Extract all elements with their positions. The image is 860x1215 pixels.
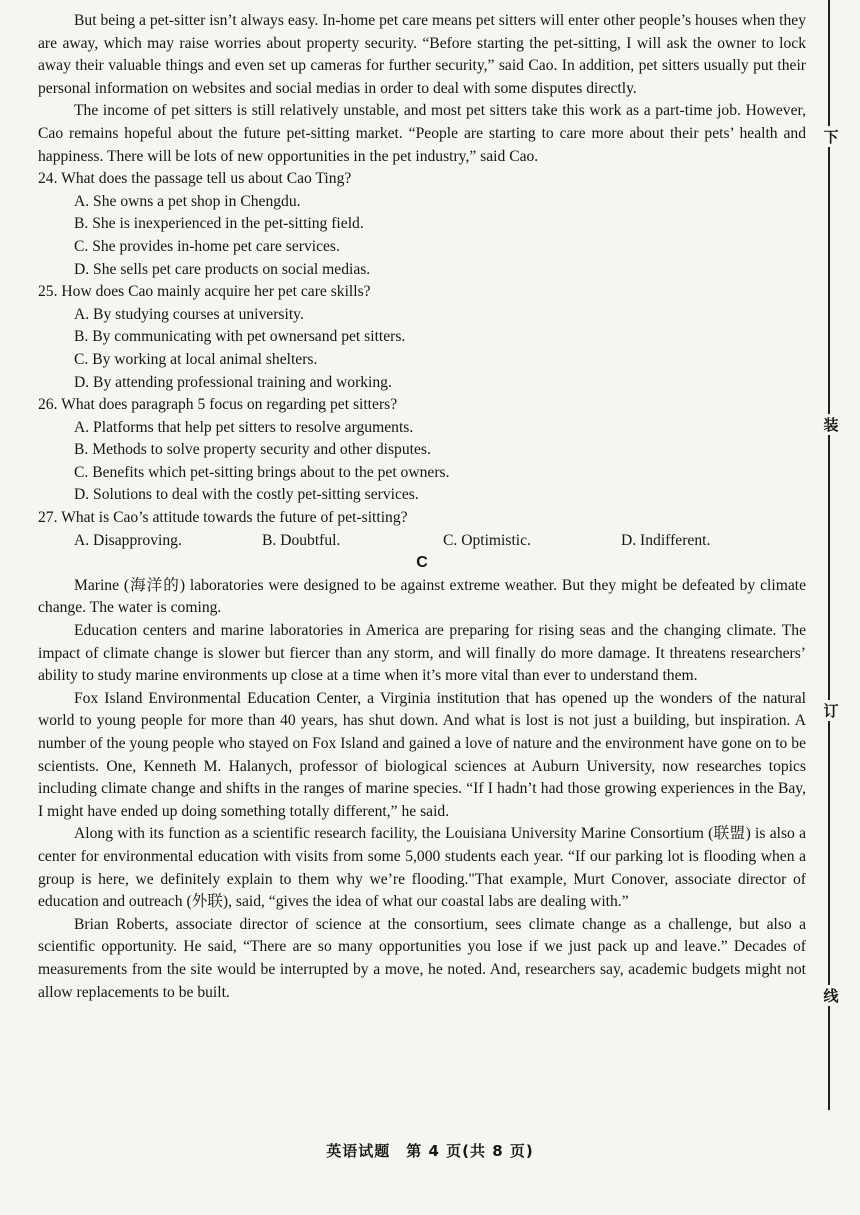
question-24 [38, 168, 806, 281]
option-b: B. By communicating with pet ownersand pet sitters. [74, 328, 406, 346]
option-d: D. Indifferent. [621, 531, 711, 549]
binding-mark-down: 下 [823, 128, 839, 146]
option-a: A. Disapproving. [74, 531, 182, 549]
option-d: D. By attending professional training and working. [74, 373, 392, 391]
option-d: D. She sells pet care products on social medias. [74, 260, 371, 278]
option-a: A. She owns a pet shop in Chengdu. [74, 192, 301, 210]
question-stem: 24. What does the passage tell us about Cao Ting? [38, 170, 352, 188]
passage-c-paragraph-1: Marine (海洋的) laboratories were designed to be against extreme weather. But they might be defeated by climate change. The water is coming. [38, 576, 806, 617]
text-column [38, 10, 806, 1004]
section-heading-c: C [416, 554, 428, 572]
passage-b-paragraph-4: But being a pet-sitter isn’t always easy. In-home pet care means pet sitters will enter other people’s houses when they are away, which may raise worries about property security. “Before starting the pet-sitting, I will ask the owner to lock away their valuable things and even set up cameras for further security,” said Cao. In addition, pet sitters usually put their personal information on websites and social medias in order to deal with some disputes directly. [38, 12, 806, 97]
passage-c-paragraph-5: Brian Roberts, associate director of science at the consortium, sees climate change as a challenge, but also a scientific opportunity. He said, “There are so many opportunities you lose if we just pack up and leave.” Decades of measurements from the site would be interrupted by a move, he noted. And, researchers say, academic budgets might not allow replacements to be built. [38, 915, 806, 1001]
option-b: B. Doubtful. [262, 531, 341, 549]
option-c: C. She provides in-home pet care services. [74, 237, 340, 255]
question-27 [38, 507, 806, 552]
options-row [38, 530, 806, 553]
option-c: C. By working at local animal shelters. [74, 350, 318, 368]
question-stem: 25. How does Cao mainly acquire her pet care skills? [38, 283, 371, 301]
question-25 [38, 281, 806, 394]
binding-mark-ding: 订 [823, 702, 839, 720]
passage-c-paragraph-4: Along with its function as a scientific research facility, the Louisiana University Marine Consortium (联盟) is also a center for environmental education with visits from some 5,000 students each year. “If our parking lot is flooding when a group is here, we definitely explain to them why we’re flooding."That example, Murt Conover, associate director of education and outreach (外联), said, “gives the idea of what our coastal labs are dealing with.” [38, 825, 806, 911]
binding-line [828, 0, 831, 1110]
option-b: B. She is inexperienced in the pet-sitting field. [74, 215, 364, 233]
passage-b-paragraph-5: The income of pet sitters is still relatively unstable, and most pet sitters take this work as a part-time job. However, Cao remains hopeful about the future pet-sitting market. “People are starting to care more about their pets’ health and happiness. There will be lots of new opportunities in the pet industry,” said Cao. [38, 102, 806, 165]
question-stem: 27. What is Cao’s attitude towards the future of pet-sitting? [38, 509, 408, 527]
binding-mark-xian: 线 [823, 987, 839, 1005]
passage-c-paragraph-3: Fox Island Environmental Education Center, a Virginia institution that has opened up the wonders of the natural world to young people for more than 40 years, has shut down. And what is lost is not just a building, but inspiration. A number of the young people who stayed on Fox Island and gained a love of nature and the environment have gone on to be scientists. One, Kenneth M. Halanych, professor of biological sciences at Auburn University, now researches topics including climate change and shifts in the ranges of marine species. “If I hadn’t had those growing experiences in the Bay, I might have ended up doing something totally different,” he said. [38, 689, 806, 820]
passage-c-paragraph-2: Education centers and marine laboratories in America are preparing for rising seas and the changing climate. The impact of climate change is slower but fiercer than any storm, and will finally do more damage. It threatens researchers’ ability to study marine environments up close at a time when it’s more vital than ever to understand them. [38, 622, 806, 685]
option-d: D. Solutions to deal with the costly pet-sitting services. [74, 486, 419, 504]
option-c: C. Optimistic. [443, 531, 531, 549]
page-footer: 英语试题 第 4 页(共 8 页) [326, 1142, 534, 1160]
binding-mark-zhuang: 装 [823, 416, 839, 434]
option-a: A. Platforms that help pet sitters to resolve arguments. [74, 418, 414, 436]
option-c: C. Benefits which pet-sitting brings about to the pet owners. [74, 463, 450, 481]
question-stem: 26. What does paragraph 5 focus on regarding pet sitters? [38, 396, 398, 414]
option-a: A. By studying courses at university. [74, 305, 304, 323]
option-b: B. Methods to solve property security and other disputes. [74, 441, 431, 459]
question-26 [38, 394, 806, 507]
